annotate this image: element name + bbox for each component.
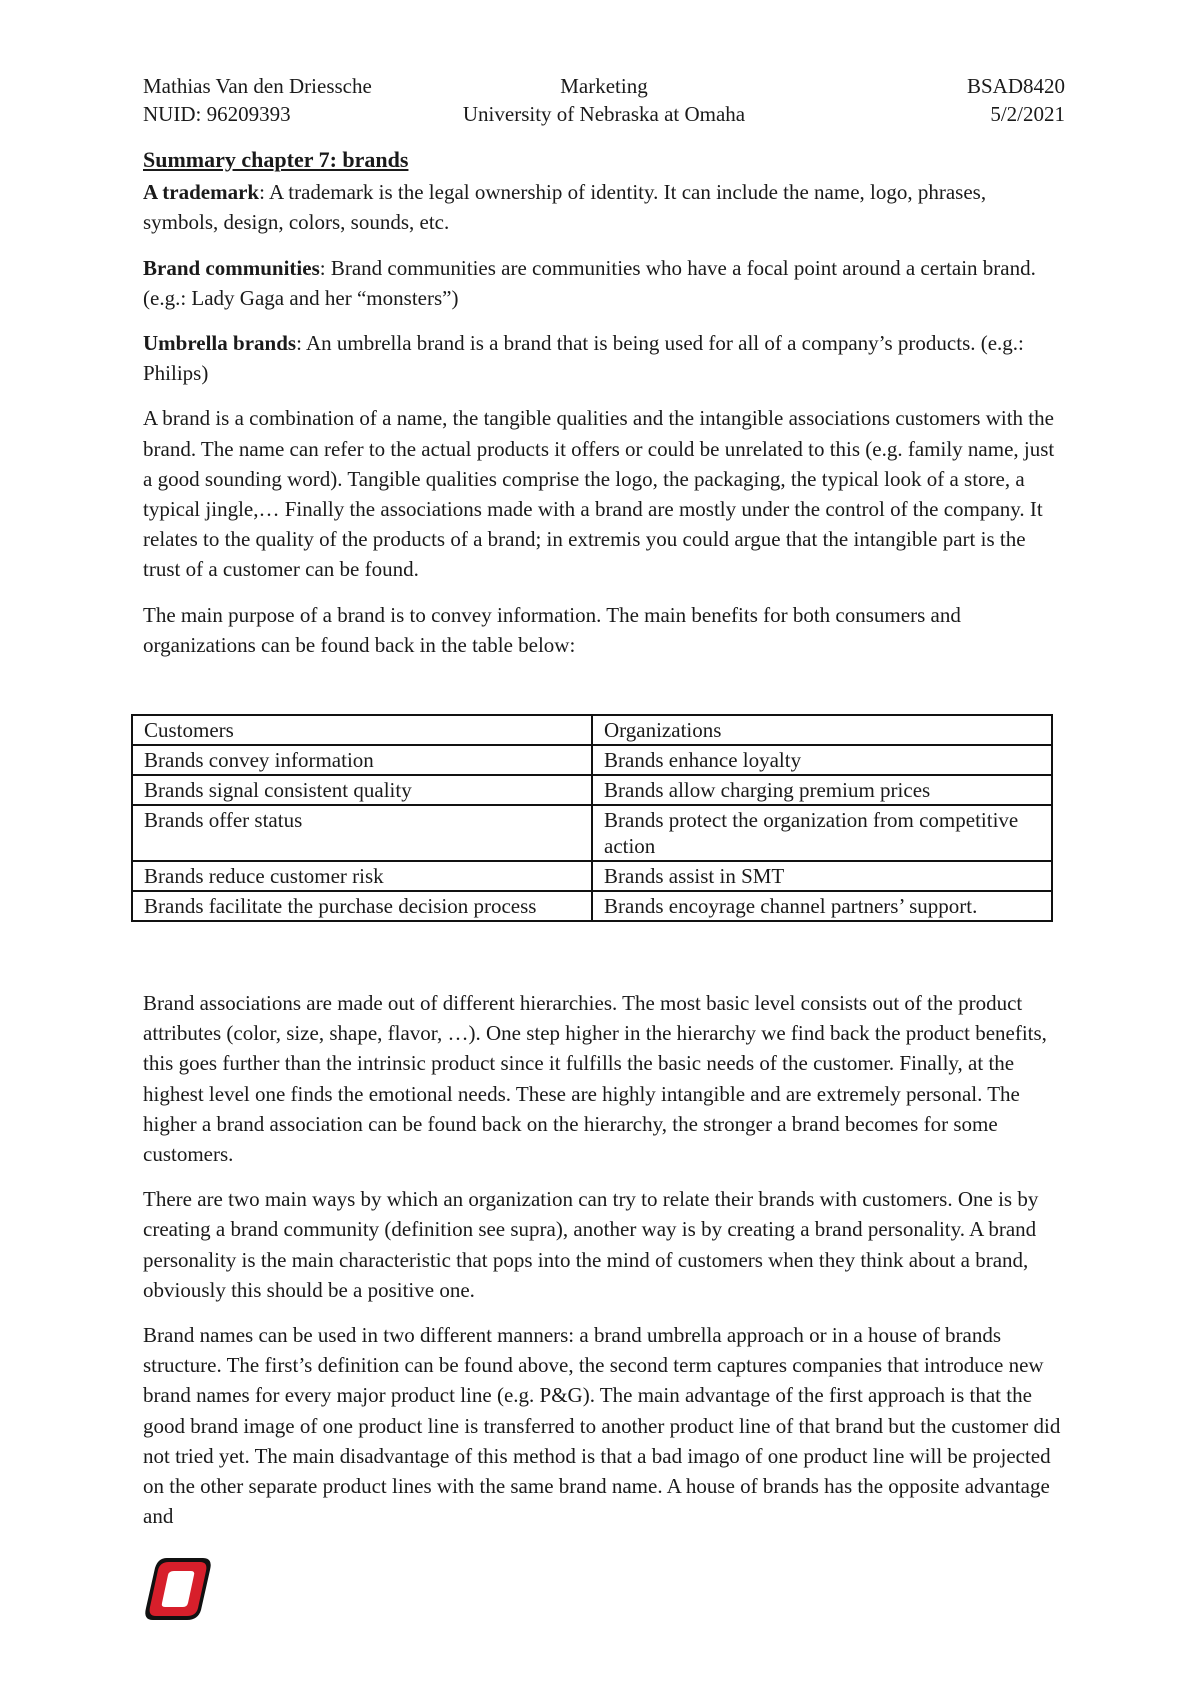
definition-text: : A trademark is the legal ownership of identity. It can include the name, logo, phrases, symbols, design, colors, sounds, etc.	[143, 180, 987, 235]
course-code: BSAD8420	[966, 74, 1065, 98]
date: 5/2/2021	[990, 102, 1065, 126]
paragraph-brand-associations: Brand associations are made out of different hierarchies. The most basic level consists out of the product attributes (color, size, shape, flavor, …). One step higher in the hierarchy we find back the product benefits, this goes further than the intrinsic product since it fulfills the basic needs of the customer. Finally, at the highest level one finds the emotional needs. These are highly intangible and are extremely personal. The higher a brand association can be found back on the hierarchy, the stronger a brand becomes for some customers.	[143, 991, 1047, 1167]
university: University of Nebraska at Omaha	[462, 102, 746, 126]
table-cell: Brands encoyrage channel partners’ support.	[592, 891, 1052, 921]
definition-term: A trademark	[143, 180, 260, 205]
nuid: NUID: 96209393	[143, 102, 291, 126]
definition-text: : Brand communities are communities who have a focal point around a certain brand. (e.g.: Lady Gaga and her “monsters”)	[143, 255, 1036, 310]
table-cell: Brands reduce customer risk	[132, 861, 592, 891]
table-cell: Brands offer status	[132, 805, 592, 861]
table-cell: Brands enhance loyalty	[592, 745, 1052, 775]
lower-content	[143, 988, 1065, 1546]
university-logo-icon	[143, 1552, 213, 1624]
table-cell: Brands signal consistent quality	[132, 775, 592, 805]
table-cell: Brands convey information	[132, 745, 592, 775]
author-name: Mathias Van den Driessche	[143, 74, 372, 98]
page-title: Summary chapter 7: brands	[143, 147, 409, 172]
definition-term: Umbrella brands	[143, 331, 297, 356]
definition-umbrella-brands	[143, 328, 1065, 388]
main-content	[143, 145, 1065, 675]
table-cell: Brands assist in SMT	[592, 861, 1052, 891]
definition-trademark	[143, 177, 1065, 237]
paragraph-brand-definition: A brand is a combination of a name, the tangible qualities and the intangible associations customers with the brand. The name can refer to the actual products it offers or could be unrelated to this (e.g. family name, just a good sounding word). Tangible qualities comprise the logo, the packaging, the typical look of a store, a typical jingle,… Finally the associations made with a brand are mostly under the control of the company. It relates to the quality of the products of a brand; in extremis you could argue that the intangible part is the trust of a customer can be found.	[143, 406, 1055, 582]
table-cell: Brands facilitate the purchase decision process	[132, 891, 592, 921]
table-cell: Brands protect the organization from competitive action	[592, 805, 1052, 861]
table-header-cell: Customers	[132, 715, 592, 745]
definition-brand-communities	[143, 253, 1065, 313]
paragraph-brand-purpose: The main purpose of a brand is to convey information. The main benefits for both consumers and organizations can be found back in the table below:	[143, 602, 961, 657]
table-header-cell: Organizations	[592, 715, 1052, 745]
table-header-row	[132, 715, 1052, 745]
header-line-1	[143, 72, 1065, 100]
definition-text: : An umbrella brand is a brand that is being used for all of a company’s products. (e.g.: Philips)	[143, 331, 1024, 386]
definition-term: Brand communities	[143, 255, 320, 280]
table-row	[132, 745, 1052, 775]
table-row	[132, 775, 1052, 805]
table-cell: Brands allow charging premium prices	[592, 775, 1052, 805]
header-line-2	[143, 100, 1065, 128]
benefits-table	[131, 714, 1053, 922]
subject: Marketing	[560, 74, 648, 98]
table-row	[132, 805, 1052, 861]
paragraph-brand-names: Brand names can be used in two different manners: a brand umbrella approach or in a house of brands structure. The first’s definition can be found above, the second term captures companies that introduce new brand names for every major product line (e.g. P&G). The main advantage of the first approach is that the good brand image of one product line is transferred to another product line of that brand but the customer did not tried yet. The main disadvantage of this method is that a bad imago of one product line will be projected on the other separate product lines with the same brand name. A house of brands has the opposite advantage and	[143, 1323, 1061, 1529]
paragraph-brand-relationships: There are two main ways by which an organization can try to relate their brands with customers. One is by creating a brand community (definition see supra), another way is by creating a brand personality. A brand personality is the main characteristic that pops into the mind of customers when they think about a brand, obviously this should be a positive one.	[143, 1187, 1039, 1302]
table-row	[132, 861, 1052, 891]
table-row	[132, 891, 1052, 921]
